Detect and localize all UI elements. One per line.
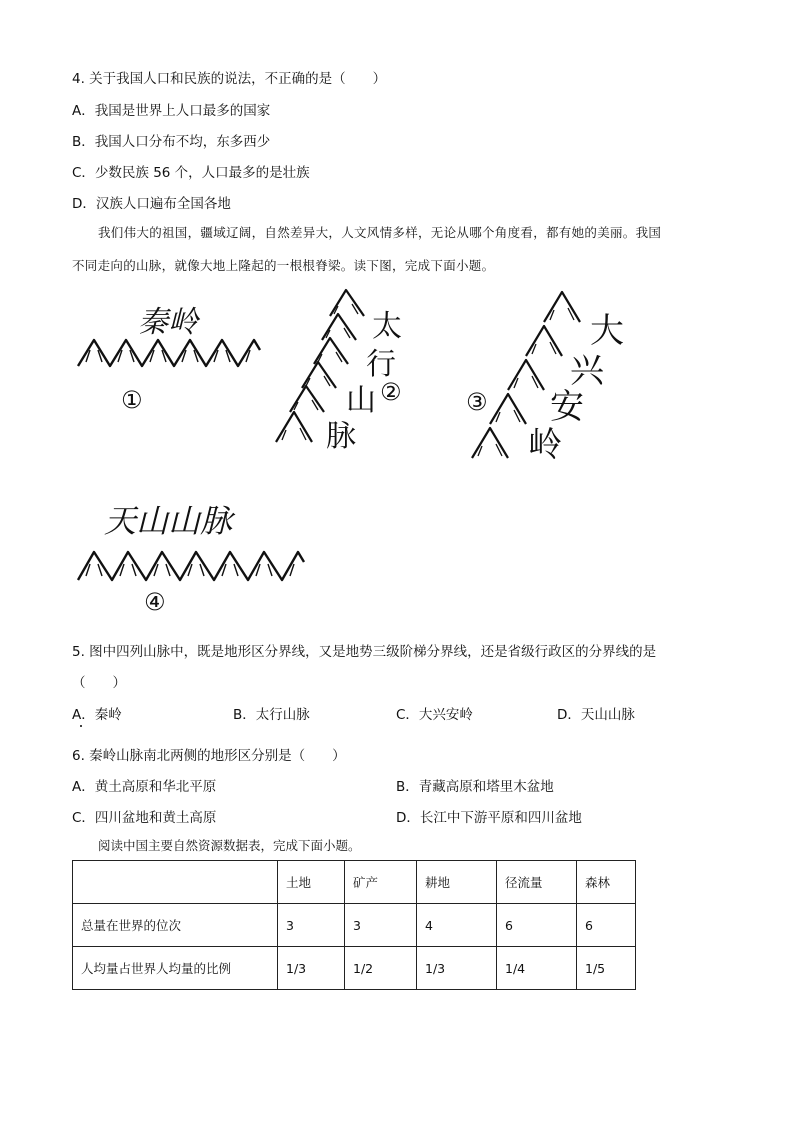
table-row bbox=[73, 904, 636, 947]
table-cell: 1/3 bbox=[417, 947, 497, 990]
figure-tianshan bbox=[76, 500, 311, 620]
table-row bbox=[73, 947, 636, 990]
daxinganling-char-2: 兴 bbox=[570, 351, 604, 391]
table-header-cell bbox=[73, 861, 278, 904]
intro-line-1: 我们伟大的祖国，疆域辽阔，自然差异大，人文风情多样，无论从哪个角度看，都有她的美丽。我国 bbox=[98, 225, 662, 240]
table-cell: 1/4 bbox=[497, 947, 577, 990]
table-cell: 3 bbox=[345, 904, 417, 947]
stray-dot bbox=[80, 725, 82, 727]
qinling-label: 秦岭 bbox=[138, 305, 198, 340]
mountain-range-icon bbox=[78, 552, 304, 580]
table-header-cell: 耕地 bbox=[417, 861, 497, 904]
figure-number-3: ③ bbox=[466, 388, 488, 416]
table-cell: 总量在世界的位次 bbox=[73, 904, 278, 947]
taihang-char-4: 脉 bbox=[326, 419, 356, 454]
figure-qinling bbox=[76, 292, 266, 422]
q4-option-a: A．我国是世界上人口最多的国家 bbox=[72, 103, 271, 119]
taihang-char-2: 行 bbox=[366, 347, 396, 382]
table-cell: 人均量占世界人均量的比例 bbox=[73, 947, 278, 990]
table-header-cell: 矿产 bbox=[345, 861, 417, 904]
q5-option-a: A．秦岭 bbox=[72, 707, 122, 723]
figure-number-2: ② bbox=[380, 378, 402, 406]
daxinganling-char-1: 大 bbox=[590, 311, 624, 351]
table-header-cell: 森林 bbox=[577, 861, 636, 904]
q4-option-d: D．汉族人口遍布全国各地 bbox=[72, 196, 231, 212]
daxinganling-char-3: 安 bbox=[550, 387, 584, 427]
figure-number-4: ④ bbox=[144, 588, 166, 616]
table-cell: 4 bbox=[417, 904, 497, 947]
figure-daxinganling bbox=[462, 290, 632, 465]
q4-option-c: C．少数民族 56 个，人口最多的是壮族 bbox=[72, 165, 310, 181]
table-cell: 3 bbox=[278, 904, 345, 947]
q4-option-b: B．我国人口分布不均，东多西少 bbox=[72, 134, 271, 150]
q6-stem: 6. 秦岭山脉南北两侧的地形区分别是（ ） bbox=[72, 748, 346, 764]
table-cell: 1/5 bbox=[577, 947, 636, 990]
mountain-range-icon bbox=[472, 292, 580, 458]
q5-option-d: D．天山山脉 bbox=[557, 707, 635, 723]
taihang-char-3: 山 bbox=[346, 383, 376, 418]
tianshan-label: 天山山脉 bbox=[104, 502, 233, 540]
q6-option-c: C．四川盆地和黄土高原 bbox=[72, 810, 217, 826]
table-intro: 阅读中国主要自然资源数据表，完成下面小题。 bbox=[98, 838, 361, 853]
q5-paren: （ ） bbox=[72, 675, 126, 691]
q5-option-b: B．太行山脉 bbox=[233, 707, 310, 723]
daxinganling-char-4: 岭 bbox=[528, 425, 562, 465]
q5-option-c: C．大兴安岭 bbox=[396, 707, 473, 723]
q4-stem: 4. 关于我国人口和民族的说法，不正确的是（ ） bbox=[72, 71, 387, 87]
figure-taihang bbox=[272, 288, 422, 458]
q6-option-b: B．青藏高原和塔里木盆地 bbox=[396, 779, 554, 795]
table-header-cell: 径流量 bbox=[497, 861, 577, 904]
table-header-cell: 土地 bbox=[278, 861, 345, 904]
q5-stem: 5. 图中四列山脉中，既是地形区分界线，又是地势三级阶梯分界线，还是省级行政区的分界线的是 bbox=[72, 644, 657, 660]
mountain-range-icon bbox=[78, 340, 260, 366]
taihang-char-1: 太 bbox=[372, 309, 402, 344]
q6-option-a: A．黄土高原和华北平原 bbox=[72, 779, 217, 795]
table-header-row bbox=[73, 861, 636, 904]
resource-table bbox=[72, 860, 636, 990]
q6-option-d: D．长江中下游平原和四川盆地 bbox=[396, 810, 582, 826]
table-cell: 6 bbox=[497, 904, 577, 947]
table-cell: 6 bbox=[577, 904, 636, 947]
intro-paragraph bbox=[72, 216, 722, 282]
table-cell: 1/3 bbox=[278, 947, 345, 990]
table-cell: 1/2 bbox=[345, 947, 417, 990]
intro-line-2: 不同走向的山脉，就像大地上隆起的一根根脊梁。读下图，完成下面小题。 bbox=[72, 258, 495, 273]
figure-number-1: ① bbox=[121, 386, 143, 414]
